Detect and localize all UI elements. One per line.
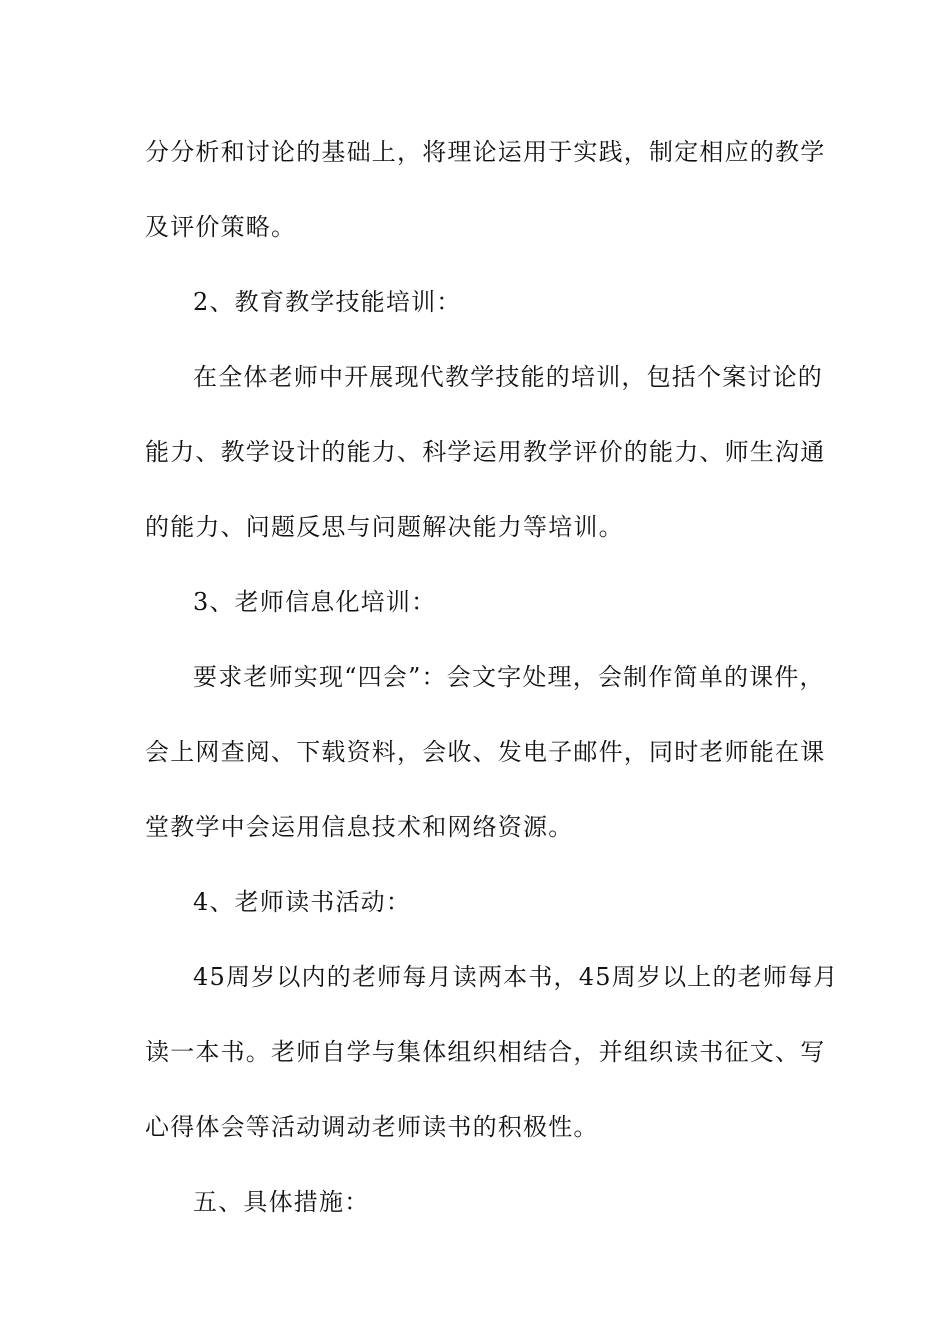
paragraph-continuation-line: 及评价策略。 xyxy=(145,213,297,241)
paragraph-first-line: 45周岁以内的老师每月读两本书，45周岁以上的老师每月 xyxy=(193,963,839,991)
section-heading-teaching-skills: 2、教育教学技能培训： xyxy=(193,288,462,316)
section-heading-it-training: 3、老师信息化培训： xyxy=(193,588,437,616)
section-heading-measures: 五、具体措施： xyxy=(193,1188,370,1216)
paragraph-continuation-line: 会上网查阅、下载资料，会收、发电子邮件，同时老师能在课 xyxy=(145,738,826,766)
paragraph-first-line: 在全体老师中开展现代教学技能的培训，包括个案讨论的 xyxy=(193,363,823,391)
paragraph-continuation-line: 心得体会等活动调动老师读书的积极性。 xyxy=(145,1113,599,1141)
paragraph-continuation-line: 能力、教学设计的能力、科学运用教学评价的能力、师生沟通 xyxy=(145,438,826,466)
paragraph-continuation-line: 读一本书。老师自学与集体组织相结合，并组织读书征文、写 xyxy=(145,1038,826,1066)
paragraph-continuation-line: 堂教学中会运用信息技术和网络资源。 xyxy=(145,813,574,841)
section-heading-reading-activity: 4、老师读书活动： xyxy=(193,888,412,916)
paragraph-continuation-line: 的能力、问题反思与问题解决能力等培训。 xyxy=(145,513,624,541)
paragraph-continuation-line: 分分析和讨论的基础上，将理论运用于实践，制定相应的教学 xyxy=(145,138,826,166)
paragraph-first-line: 要求老师实现“四会”：会文字处理，会制作简单的课件， xyxy=(193,663,825,691)
